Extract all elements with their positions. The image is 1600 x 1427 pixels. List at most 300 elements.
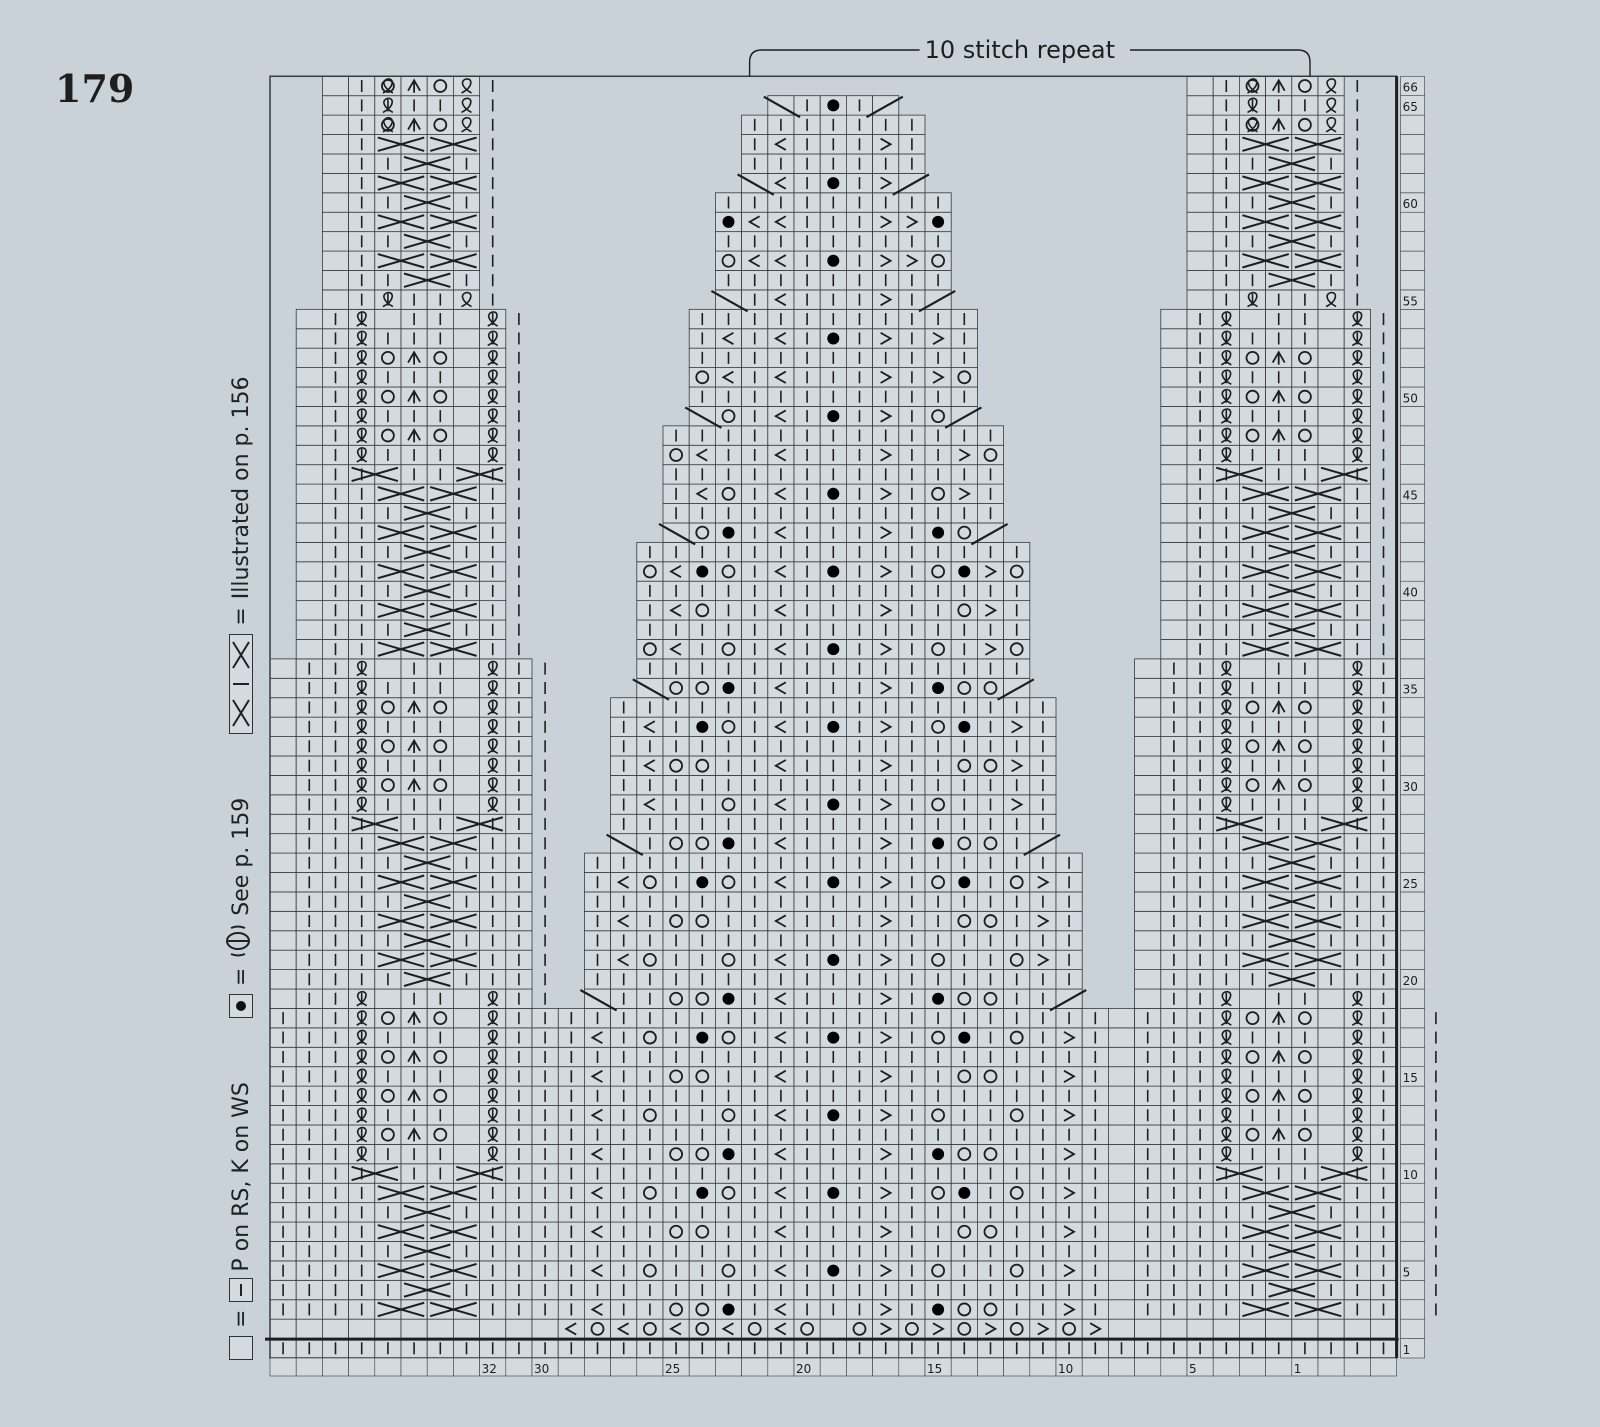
chart-cell bbox=[873, 834, 899, 853]
chart-cell bbox=[1318, 659, 1344, 678]
chart-cell bbox=[1004, 756, 1030, 775]
bobble-icon bbox=[723, 1303, 735, 1315]
chart-cell bbox=[270, 795, 296, 814]
chart-cell bbox=[453, 698, 479, 717]
chart-cell bbox=[270, 678, 296, 697]
chart-cell bbox=[1239, 659, 1265, 678]
chart-cell bbox=[270, 1319, 296, 1338]
chart-cell bbox=[375, 989, 401, 1008]
chart-cell bbox=[873, 1028, 899, 1047]
chart-cell bbox=[977, 639, 1003, 658]
chart-cell bbox=[1108, 1183, 1134, 1202]
stitch-number-cell bbox=[427, 1358, 453, 1376]
chart-cell bbox=[1318, 309, 1344, 328]
chart-cell bbox=[296, 387, 322, 406]
chart-cell bbox=[768, 834, 794, 853]
chart-cell bbox=[1135, 775, 1161, 794]
chart-cell bbox=[1187, 115, 1213, 134]
stitch-number-cell bbox=[349, 1358, 375, 1376]
chart-cell bbox=[296, 329, 322, 348]
chart-cell bbox=[453, 426, 479, 445]
chart-cell bbox=[925, 1319, 951, 1338]
chart-cell bbox=[637, 756, 663, 775]
chart-cell bbox=[296, 426, 322, 445]
chart-cell bbox=[1161, 1319, 1187, 1338]
chart-cell bbox=[296, 368, 322, 387]
chart-cell bbox=[1108, 1106, 1134, 1125]
stitch-number-cell bbox=[637, 1358, 663, 1376]
chart-cell bbox=[270, 717, 296, 736]
chart-cell bbox=[1108, 1067, 1134, 1086]
chart-cell bbox=[1056, 1028, 1082, 1047]
chart-cell bbox=[322, 76, 348, 95]
chart-cell bbox=[768, 717, 794, 736]
bobble-icon bbox=[827, 565, 839, 577]
row-number-cell bbox=[1401, 348, 1425, 367]
row-number-cell bbox=[1401, 911, 1425, 930]
chart-cell bbox=[1108, 1222, 1134, 1241]
chart-cell bbox=[873, 1183, 899, 1202]
chart-cell bbox=[873, 873, 899, 892]
row-number-cell bbox=[1401, 853, 1425, 872]
chart-cell bbox=[1318, 426, 1344, 445]
row-number-cell bbox=[1401, 1222, 1425, 1241]
chart-cell bbox=[689, 484, 715, 503]
chart-cell bbox=[742, 251, 768, 270]
row-number-label: 30 bbox=[1402, 779, 1418, 794]
chart-cell bbox=[1318, 756, 1344, 775]
chart-cell bbox=[1318, 775, 1344, 794]
chart-cell bbox=[768, 173, 794, 192]
chart-cell bbox=[663, 601, 689, 620]
chart-cell bbox=[1318, 989, 1344, 1008]
chart-cell bbox=[322, 232, 348, 251]
chart-cell bbox=[1318, 1106, 1344, 1125]
chart-cell bbox=[899, 251, 925, 270]
row-number-cell bbox=[1401, 698, 1425, 717]
chart-cell bbox=[1056, 1183, 1082, 1202]
chart-cell bbox=[1161, 523, 1187, 542]
stitch-number-cell bbox=[689, 1358, 715, 1376]
chart-cell bbox=[768, 1261, 794, 1280]
chart-cell bbox=[453, 678, 479, 697]
chart-cell bbox=[584, 1106, 610, 1125]
chart-cell bbox=[1108, 1008, 1134, 1027]
stitch-number-cell bbox=[1213, 1358, 1239, 1376]
bobble-icon bbox=[932, 1148, 944, 1160]
chart-cell bbox=[1318, 717, 1344, 736]
row-number-cell bbox=[1401, 1203, 1425, 1222]
chart-cell bbox=[1318, 678, 1344, 697]
chart-cell bbox=[768, 1183, 794, 1202]
chart-cell bbox=[1318, 737, 1344, 756]
chart-cell bbox=[1108, 1125, 1134, 1144]
chart-cell bbox=[1135, 970, 1161, 989]
chart-cell bbox=[453, 309, 479, 328]
chart-cell bbox=[349, 1319, 375, 1338]
chart-cell bbox=[1108, 1086, 1134, 1105]
chart-cell bbox=[873, 1067, 899, 1086]
chart-cell bbox=[1056, 1067, 1082, 1086]
chart-cell bbox=[296, 504, 322, 523]
bobble-icon bbox=[827, 177, 839, 189]
bobble-icon bbox=[696, 1187, 708, 1199]
chart-cell bbox=[715, 368, 741, 387]
bobble-icon bbox=[827, 799, 839, 811]
chart-cell bbox=[427, 1319, 453, 1338]
row-number-cell bbox=[1401, 1028, 1425, 1047]
chart-cell bbox=[1239, 989, 1265, 1008]
stitch-number-label: 10 bbox=[1058, 1362, 1074, 1376]
chart-cell bbox=[715, 329, 741, 348]
chart-cell bbox=[1135, 1319, 1161, 1338]
bobble-icon bbox=[723, 1148, 735, 1160]
chart-cell bbox=[270, 911, 296, 930]
chart-cell bbox=[1318, 1125, 1344, 1144]
chart-cell bbox=[925, 329, 951, 348]
row-number-label: 25 bbox=[1402, 876, 1418, 891]
chart-cell bbox=[453, 406, 479, 425]
chart-cell bbox=[1135, 756, 1161, 775]
row-number-label: 50 bbox=[1402, 391, 1418, 406]
chart-cell bbox=[270, 814, 296, 833]
stitch-number-cell bbox=[820, 1358, 846, 1376]
chart-cell bbox=[1161, 465, 1187, 484]
row-number-cell bbox=[1401, 115, 1425, 134]
chart-cell bbox=[453, 387, 479, 406]
chart-cell bbox=[322, 193, 348, 212]
bobble-icon bbox=[932, 837, 944, 849]
chart-cell bbox=[322, 212, 348, 231]
row-number-cell bbox=[1401, 445, 1425, 464]
stitch-number-cell bbox=[1030, 1358, 1056, 1376]
chart-cell bbox=[663, 1319, 689, 1338]
chart-cell bbox=[873, 523, 899, 542]
chart-cell bbox=[1187, 212, 1213, 231]
stitch-number-label: 1 bbox=[1293, 1362, 1302, 1376]
row-number-cell bbox=[1401, 542, 1425, 561]
chart-cell bbox=[977, 562, 1003, 581]
chart-cell bbox=[663, 562, 689, 581]
chart-cell bbox=[768, 1106, 794, 1125]
chart-cell bbox=[375, 309, 401, 328]
chart-cell bbox=[453, 717, 479, 736]
bobble-icon bbox=[958, 721, 970, 733]
stitch-number-cell bbox=[1318, 1358, 1344, 1376]
chart-cell bbox=[322, 1319, 348, 1338]
chart-cell bbox=[322, 251, 348, 270]
chart-cell bbox=[1135, 717, 1161, 736]
chart-cell bbox=[453, 1319, 479, 1338]
repeat-label: 10 stitch repeat bbox=[924, 36, 1116, 64]
chart-cell bbox=[322, 270, 348, 289]
stitch-number-cell bbox=[1161, 1358, 1187, 1376]
chart-cell bbox=[689, 445, 715, 464]
chart-cell bbox=[1161, 639, 1187, 658]
chart-cell bbox=[296, 1319, 322, 1338]
chart-cell bbox=[532, 1319, 558, 1338]
chart-cell bbox=[453, 348, 479, 367]
row-number-cell bbox=[1401, 465, 1425, 484]
chart-cell bbox=[637, 795, 663, 814]
row-number-cell bbox=[1401, 931, 1425, 950]
row-number-label: 55 bbox=[1402, 294, 1418, 309]
chart-cell bbox=[296, 309, 322, 328]
stitch-number-label: 15 bbox=[927, 1362, 943, 1376]
chart-cell bbox=[768, 135, 794, 154]
chart-cell bbox=[1161, 504, 1187, 523]
row-number-cell bbox=[1401, 756, 1425, 775]
chart-cell bbox=[1135, 853, 1161, 872]
row-number-cell bbox=[1401, 659, 1425, 678]
chart-cell bbox=[453, 329, 479, 348]
chart-cell bbox=[1056, 1144, 1082, 1163]
chart-cell bbox=[1161, 542, 1187, 561]
chart-cell bbox=[453, 1125, 479, 1144]
chart-cell bbox=[453, 1144, 479, 1163]
chart-cell bbox=[1239, 1319, 1265, 1338]
chart-cell bbox=[873, 639, 899, 658]
chart-cell bbox=[1135, 873, 1161, 892]
chart-cell bbox=[768, 639, 794, 658]
chart-cell bbox=[1135, 737, 1161, 756]
chart-cell bbox=[270, 698, 296, 717]
chart-cell bbox=[296, 620, 322, 639]
stitch-number-cell bbox=[375, 1358, 401, 1376]
chart-cell bbox=[1135, 931, 1161, 950]
chart-cell bbox=[270, 950, 296, 969]
chart-cell bbox=[873, 911, 899, 930]
row-number-cell bbox=[1401, 406, 1425, 425]
chart-cell bbox=[1135, 989, 1161, 1008]
stitch-number-cell bbox=[846, 1358, 872, 1376]
row-number-cell bbox=[1401, 639, 1425, 658]
bobble-icon bbox=[827, 255, 839, 267]
stitch-number-cell bbox=[558, 1358, 584, 1376]
chart-cell bbox=[1318, 368, 1344, 387]
bobble-icon bbox=[827, 1187, 839, 1199]
stitch-number-label: 20 bbox=[796, 1362, 812, 1376]
chart-cell bbox=[270, 989, 296, 1008]
chart-cell bbox=[584, 1222, 610, 1241]
chart-cell bbox=[1161, 601, 1187, 620]
chart-cell bbox=[296, 406, 322, 425]
row-number-cell bbox=[1401, 717, 1425, 736]
chart-cell bbox=[453, 1086, 479, 1105]
chart-cell bbox=[296, 542, 322, 561]
row-number-label: 1 bbox=[1402, 1343, 1411, 1357]
row-number-label: 20 bbox=[1402, 974, 1418, 989]
row-number-label: 45 bbox=[1402, 488, 1418, 503]
chart-cell bbox=[1318, 406, 1344, 425]
bobble-icon bbox=[827, 643, 839, 655]
chart-cell bbox=[977, 1319, 1003, 1338]
chart-cell bbox=[1266, 1319, 1292, 1338]
chart-cell bbox=[1004, 795, 1030, 814]
stitch-number-cell bbox=[1266, 1358, 1292, 1376]
row-number-cell bbox=[1401, 426, 1425, 445]
stitch-number-cell bbox=[768, 1358, 794, 1376]
stitch-number-cell bbox=[742, 1358, 768, 1376]
chart-cell bbox=[270, 775, 296, 794]
chart-cell bbox=[1135, 814, 1161, 833]
chart-cell bbox=[611, 1319, 637, 1338]
chart-cell bbox=[453, 989, 479, 1008]
chart-cell bbox=[1318, 329, 1344, 348]
stitch-number-cell bbox=[1344, 1358, 1370, 1376]
chart-cell bbox=[1161, 368, 1187, 387]
chart-cell bbox=[584, 1028, 610, 1047]
chart-cell bbox=[1318, 387, 1344, 406]
bobble-icon bbox=[827, 410, 839, 422]
stitch-number-cell bbox=[296, 1358, 322, 1376]
row-number-cell bbox=[1401, 1183, 1425, 1202]
chart-cell bbox=[768, 562, 794, 581]
chart-cell bbox=[768, 484, 794, 503]
chart-cell bbox=[873, 756, 899, 775]
chart-cell bbox=[1187, 135, 1213, 154]
chart-cell bbox=[1030, 950, 1056, 969]
chart-cell bbox=[1108, 1144, 1134, 1163]
stitch-number-cell bbox=[977, 1358, 1003, 1376]
chart-cell bbox=[1056, 1222, 1082, 1241]
cable-legend-text: Illustrated on p. 156 bbox=[228, 376, 254, 600]
chart-cell bbox=[1135, 911, 1161, 930]
chart-cell bbox=[375, 1319, 401, 1338]
bobble-diagram-icon bbox=[223, 922, 259, 960]
chart-cell bbox=[1161, 620, 1187, 639]
bobble-icon bbox=[229, 994, 253, 1018]
chart-cell bbox=[296, 639, 322, 658]
chart-cell bbox=[1135, 834, 1161, 853]
chart-cell bbox=[1292, 1319, 1318, 1338]
chart-cell bbox=[1108, 1319, 1134, 1338]
stitch-number-cell bbox=[506, 1358, 532, 1376]
chart-cell bbox=[611, 873, 637, 892]
chart-cell bbox=[1108, 1028, 1134, 1047]
chart-cell bbox=[296, 523, 322, 542]
stitch-number-cell bbox=[715, 1358, 741, 1376]
chart-cell bbox=[1318, 348, 1344, 367]
chart-cell bbox=[1135, 795, 1161, 814]
row-number-cell bbox=[1401, 1047, 1425, 1066]
chart-cell bbox=[1370, 1319, 1396, 1338]
row-number-cell bbox=[1401, 1106, 1425, 1125]
chart-cell bbox=[270, 834, 296, 853]
chart-cell bbox=[296, 484, 322, 503]
chart-cell bbox=[270, 853, 296, 872]
row-number-cell bbox=[1401, 135, 1425, 154]
chart-cell bbox=[1108, 1241, 1134, 1260]
chart-cell bbox=[296, 445, 322, 464]
chart-cell bbox=[873, 989, 899, 1008]
chart-cell bbox=[1056, 1106, 1082, 1125]
row-number-cell bbox=[1401, 154, 1425, 173]
chart-cell bbox=[951, 484, 977, 503]
chart-cell bbox=[1135, 950, 1161, 969]
row-number-label: 66 bbox=[1402, 80, 1418, 95]
chart-cell bbox=[1161, 329, 1187, 348]
chart-cell bbox=[1187, 232, 1213, 251]
bobble-icon bbox=[827, 721, 839, 733]
chart-cell bbox=[1318, 1047, 1344, 1066]
bobble-icon bbox=[723, 216, 735, 228]
chart-cell bbox=[506, 1319, 532, 1338]
chart-cell bbox=[768, 212, 794, 231]
row-number-label: 65 bbox=[1402, 100, 1418, 115]
chart-cell bbox=[1108, 1280, 1134, 1299]
row-number-cell bbox=[1401, 212, 1425, 231]
row-number-label: 5 bbox=[1402, 1265, 1411, 1280]
chart-cell bbox=[742, 212, 768, 231]
stitch-number-cell bbox=[951, 1358, 977, 1376]
row-number-cell bbox=[1401, 1008, 1425, 1027]
bobble-icon bbox=[696, 721, 708, 733]
stitch-number-cell bbox=[401, 1358, 427, 1376]
bobble-icon bbox=[827, 954, 839, 966]
chart-cell bbox=[873, 601, 899, 620]
chart-cell bbox=[453, 737, 479, 756]
row-number-cell bbox=[1401, 562, 1425, 581]
bobble-icon bbox=[696, 565, 708, 577]
chart-cell bbox=[768, 678, 794, 697]
chart-cell bbox=[873, 329, 899, 348]
chart-cell bbox=[768, 873, 794, 892]
chart-cell bbox=[322, 173, 348, 192]
row-number-cell bbox=[1401, 1125, 1425, 1144]
chart-cell bbox=[768, 523, 794, 542]
stitch-number-label: 25 bbox=[665, 1362, 681, 1376]
repeat-bracket-left bbox=[750, 50, 920, 76]
bobble-icon bbox=[932, 527, 944, 539]
chart-cell bbox=[715, 1319, 741, 1338]
stitch-number-cell bbox=[1108, 1358, 1134, 1376]
chart-cell bbox=[1161, 445, 1187, 464]
stitch-number-cell bbox=[611, 1358, 637, 1376]
chart-cell bbox=[296, 601, 322, 620]
chart-cell bbox=[1318, 1086, 1344, 1105]
pattern-number: 179 bbox=[55, 66, 135, 111]
chart-cell bbox=[1004, 717, 1030, 736]
chart-cell bbox=[1187, 193, 1213, 212]
chart-cell bbox=[1056, 1261, 1082, 1280]
row-number-cell bbox=[1401, 1300, 1425, 1319]
chart-cell bbox=[1344, 1319, 1370, 1338]
chart-cell bbox=[1187, 154, 1213, 173]
chart-cell bbox=[768, 1319, 794, 1338]
chart-cell bbox=[611, 911, 637, 930]
row-number-cell bbox=[1401, 309, 1425, 328]
row-number-cell bbox=[1401, 814, 1425, 833]
chart-cell bbox=[663, 639, 689, 658]
bobble-icon bbox=[958, 1187, 970, 1199]
stitch-number-cell bbox=[1004, 1358, 1030, 1376]
chart-cell bbox=[1318, 445, 1344, 464]
chart-cell bbox=[1187, 173, 1213, 192]
row-number-cell bbox=[1401, 1319, 1425, 1338]
stitch-number-cell bbox=[873, 1358, 899, 1376]
repeat-bracket-right bbox=[1130, 50, 1310, 76]
chart-cell bbox=[768, 290, 794, 309]
row-number-cell bbox=[1401, 834, 1425, 853]
chart-cell bbox=[322, 154, 348, 173]
chart-cell bbox=[873, 1319, 899, 1338]
chart-cell bbox=[1318, 795, 1344, 814]
chart-cell bbox=[768, 1067, 794, 1086]
chart-cell bbox=[873, 562, 899, 581]
chart-cell bbox=[925, 368, 951, 387]
chart-cell bbox=[296, 465, 322, 484]
